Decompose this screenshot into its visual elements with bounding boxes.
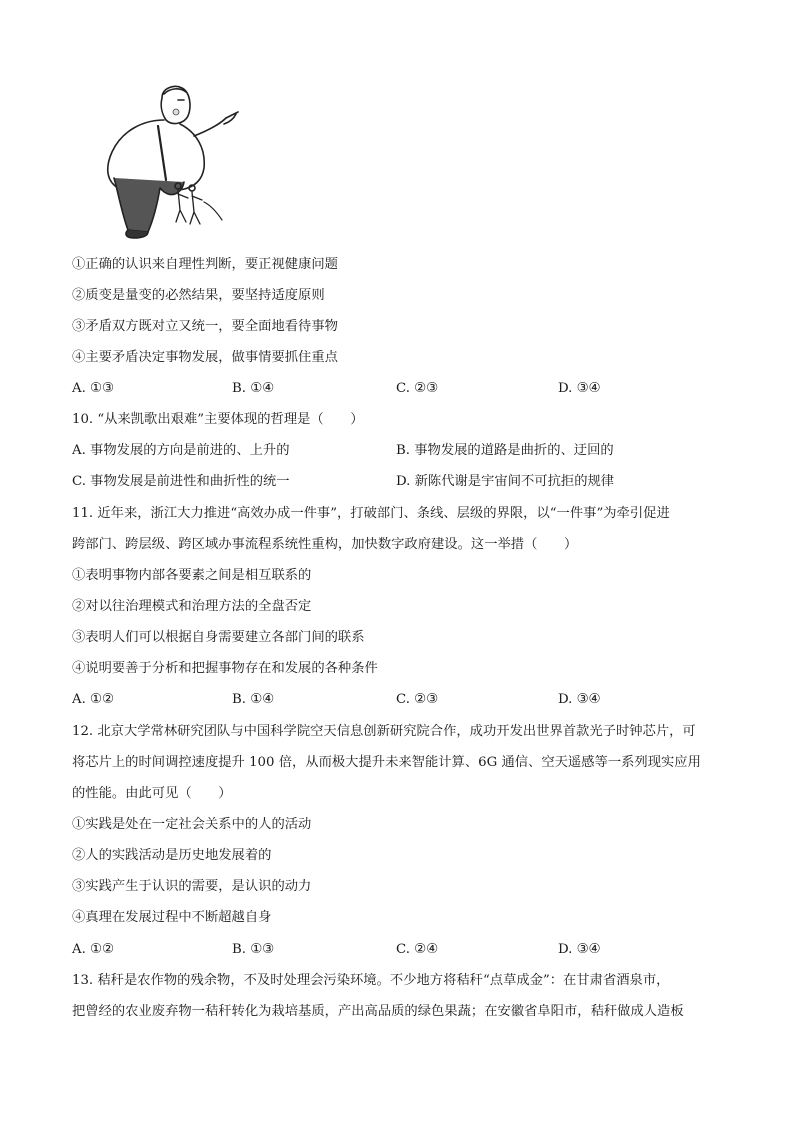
q12-option-c[interactable]: C. ②④ — [396, 942, 438, 957]
q9-option-a[interactable]: A. ①③ — [72, 381, 114, 396]
q12-statement-2: ②人的实践活动是历史地发展着的 — [72, 848, 272, 863]
q12-stem-line3: 的性能。由此可见（ ） — [72, 786, 232, 801]
q9-option-c[interactable]: C. ②③ — [396, 381, 438, 396]
q9-option-d[interactable]: D. ③④ — [558, 381, 601, 396]
q9-option-b[interactable]: B. ①④ — [232, 381, 275, 396]
q10-option-d[interactable]: D. 新陈代谢是宇宙间不可抗拒的规律 — [396, 474, 615, 489]
q11-statement-1: ①表明事物内部各要素之间是相互联系的 — [72, 568, 312, 583]
q12-option-b[interactable]: B. ①③ — [232, 942, 275, 957]
statement-1: ①正确的认识来自理性判断，要正视健康问题 — [72, 257, 338, 272]
q10-option-c[interactable]: C. 事物发展是前进性和曲折性的统一 — [72, 474, 290, 489]
q11-option-c[interactable]: C. ②③ — [396, 692, 438, 707]
q11-option-b[interactable]: B. ①④ — [232, 692, 275, 707]
q12-option-a[interactable]: A. ①② — [72, 942, 114, 957]
q12-statement-1: ①实践是处在一定社会关系中的人的活动 — [72, 817, 312, 832]
q11-stem-line2: 跨部门、跨层级、跨区域办事流程系统性重构，加快数字政府建设。这一举措（ ） — [72, 537, 578, 552]
q12-stem-line2: 将芯片上的时间调控速度提升 100 倍，从而极大提升未来智能计算、6G 通信、空天遥感等一系列现实应用 — [72, 755, 701, 770]
q13-stem-line2: 把曾经的农业废弃物一秸秆转化为栽培基质，产出高品质的绿色果蔬；在安徽省阜阳市，秸秆做成人造板 — [72, 1004, 684, 1019]
q11-option-a[interactable]: A. ①② — [72, 692, 114, 707]
q12-option-d[interactable]: D. ③④ — [558, 942, 601, 957]
q11-statement-3: ③表明人们可以根据自身需要建立各部门间的联系 — [72, 630, 365, 645]
statement-2: ②质变是量变的必然结果，要坚持适度原则 — [72, 288, 325, 303]
q12-statement-4: ④真理在发展过程中不断超越自身 — [72, 910, 272, 925]
q12-statement-3: ③实践产生于认识的需要，是认识的动力 — [72, 879, 312, 894]
q13-stem-line1: 13. 秸秆是农作物的残余物，不及时处理会污染环境。不少地方将秸秆“点草成金”：在甘肃省酒泉市， — [72, 973, 670, 988]
q10-stem: 10. “从来凯歌出艰难”主要体现的哲理是（ ） — [72, 412, 364, 427]
q10-option-b[interactable]: B. 事物发展的道路是曲折的、迂回的 — [396, 443, 614, 458]
cartoon-illustration — [100, 82, 246, 240]
q10-option-a[interactable]: A. 事物发展的方向是前进的、上升的 — [72, 443, 290, 458]
q11-statement-4: ④说明要善于分析和把握事物存在和发展的各种条件 — [72, 661, 378, 676]
statement-4: ④主要矛盾决定事物发展，做事情要抓住重点 — [72, 350, 338, 365]
q11-statement-2: ②对以往治理模式和治理方法的全盘否定 — [72, 599, 312, 614]
q11-stem-line1: 11. 近年来，浙江大力推进“高效办成一件事”，打破部门、条线、层级的界限，以“一件事”为牵引促进 — [72, 506, 670, 521]
q12-stem-line1: 12. 北京大学常林研究团队与中国科学院空天信息创新研究院合作，成功开发出世界首款光子时钟芯片，可 — [72, 724, 696, 739]
statement-3: ③矛盾双方既对立又统一，要全面地看待事物 — [72, 319, 338, 334]
q11-option-d[interactable]: D. ③④ — [558, 692, 601, 707]
